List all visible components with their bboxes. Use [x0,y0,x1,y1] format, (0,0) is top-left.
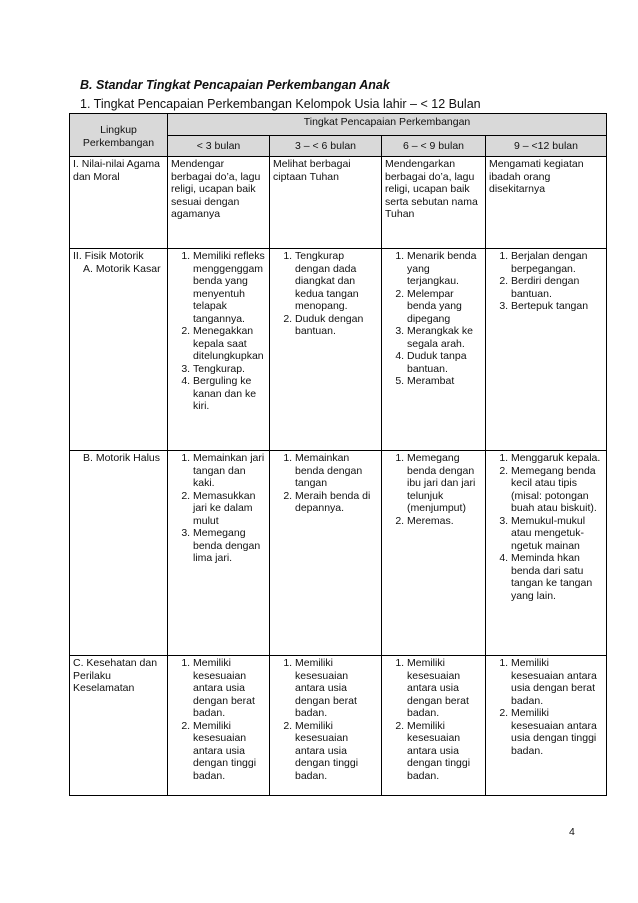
indicator-item: 4. Berguling ke kanan dan ke kiri. [193,375,266,413]
indicator-item: 2. Duduk dengan bantuan. [295,313,378,338]
indicator-list [489,250,603,313]
indicator-list [489,657,603,757]
indicator-list [171,452,266,565]
indicator-item: 2. Memiliki kesesuaian antara usia dengan tinggi badan. [407,720,482,783]
indicator-item: 1. Menggaruk kepala. [511,452,603,465]
indicator-text: Mengamati kegiatan ibadah orang disekitarnya [489,158,584,195]
indicator-item: 1. Berjalan dengan berpegangan. [511,250,603,275]
indicator-cell [168,451,270,656]
indicator-item: 1. Tengkurap dengan dada diangkat dan kedua tangan menopang. [295,250,378,313]
aspect-cell [70,249,168,451]
indicator-item: 3. Tengkurap. [193,363,266,376]
indicator-cell [382,656,486,796]
indicator-item: 1. Menarik benda yang terjangkau. [407,250,482,288]
header-age-column: 9 – <12 bulan [486,135,607,157]
table-header-row [70,114,607,136]
indicator-item: 2. Meraih benda di depannya. [295,490,378,515]
indicator-item: 2. Memegang benda kecil atau tipis (misal: potongan buah atau biskuit). [511,465,603,515]
page-number: 4 [569,826,575,838]
indicator-cell [382,249,486,451]
aspect-label: I. Nilai-nilai Agama dan Moral [73,158,160,183]
development-standards-table [69,113,607,796]
table-row [70,157,607,249]
indicator-cell [168,249,270,451]
aspect-label: C. Kesehatan dan Perilaku Keselamatan [73,657,158,694]
indicator-list [489,452,603,602]
indicator-cell [486,656,607,796]
indicator-cell [382,451,486,656]
indicator-cell [168,157,270,249]
indicator-cell [168,656,270,796]
indicator-cell [486,451,607,656]
indicator-item: 2. Memasukkan jari ke dalam mulut [193,490,266,528]
indicator-list [171,250,266,413]
header-tingkat-pencapaian: Tingkat Pencapaian Perkembangan [168,114,607,136]
indicator-list [273,657,378,782]
indicator-list [273,250,378,338]
indicator-item: 1. Memiliki kesesuaian antara usia dengan berat badan. [295,657,378,720]
aspect-cell [70,157,168,249]
indicator-text: Mendengarkan berbagai do’a, lagu religi, ucapan baik serta sebutan nama Tuhan [385,158,478,220]
section-heading: B. Standar Tingkat Pencapaian Perkembangan Anak [80,78,390,92]
indicator-item: 2. Memiliki kesesuaian antara usia dengan tinggi badan. [511,707,603,757]
header-age-column: 3 – < 6 bulan [270,135,382,157]
indicator-item: 1. Memegang benda dengan ibu jari dan jari telunjuk (menjumput) [407,452,482,515]
indicator-item: 3. Bertepuk tangan [511,300,603,313]
indicator-list [171,657,266,782]
header-age-column: < 3 bulan [168,135,270,157]
indicator-item: 2. Melempar benda yang dipegang [407,288,482,326]
indicator-text: Mendengar berbagai do’a, lagu religi, ucapan baik sesuai dengan agamanya [171,158,261,220]
indicator-item: 5. Merambat [407,375,482,388]
indicator-cell [382,157,486,249]
indicator-item: 1. Memainkan benda dengan tangan [295,452,378,490]
aspect-cell [70,656,168,796]
header-age-column: 6 – < 9 bulan [382,135,486,157]
indicator-item: 3. Merangkak ke segala arah. [407,325,482,350]
table-row [70,656,607,796]
indicator-item: 2. Menegakkan kepala saat ditelungkupkan [193,325,266,363]
table-row [70,451,607,656]
indicator-list [385,452,482,527]
indicator-cell [270,656,382,796]
indicator-item: 1. Memiliki kesesuaian antara usia dengan berat badan. [193,657,266,720]
indicator-cell [270,451,382,656]
indicator-item: 1. Memiliki refleks menggenggam benda yang menyentuh telapak tangannya. [193,250,266,325]
indicator-item: 4. Meminda hkan benda dari satu tangan ke tangan yang lain. [511,552,603,602]
indicator-item: 1. Memiliki kesesuaian antara usia dengan berat badan. [511,657,603,707]
indicator-item: 2. Memiliki kesesuaian antara usia dengan tinggi badan. [193,720,266,783]
header-lingkup-perkembangan: Lingkup Perkembangan [70,114,168,157]
indicator-item: 3. Memukul-mukul atau mengetuk-ngetuk mainan [511,515,603,553]
indicator-cell [270,157,382,249]
indicator-item: 1. Memiliki kesesuaian antara usia dengan berat badan. [407,657,482,720]
sub-aspect-label: B. Motorik Halus [83,452,161,464]
indicator-text: Melihat berbagai ciptaan Tuhan [273,158,351,183]
sub-aspect-label: A. Motorik Kasar [83,262,161,275]
indicator-item: 2. Berdiri dengan bantuan. [511,275,603,300]
indicator-item: 4. Duduk tanpa bantuan. [407,350,482,375]
table-caption: 1. Tingkat Pencapaian Perkembangan Kelompok Usia lahir – < 12 Bulan [80,97,481,111]
indicator-list [385,250,482,388]
indicator-item: 2. Memiliki kesesuaian antara usia dengan tinggi badan. [295,720,378,783]
aspect-cell [70,451,168,656]
indicator-item: 3. Memegang benda dengan lima jari. [193,527,266,565]
indicator-list [273,452,378,515]
indicator-cell [486,249,607,451]
indicator-cell [270,249,382,451]
indicator-item: 2. Meremas. [407,515,482,528]
indicator-list [385,657,482,782]
table-row [70,249,607,451]
indicator-item: 1. Memainkan jari tangan dan kaki. [193,452,266,490]
indicator-cell [486,157,607,249]
aspect-label: II. Fisik Motorik [73,250,144,262]
